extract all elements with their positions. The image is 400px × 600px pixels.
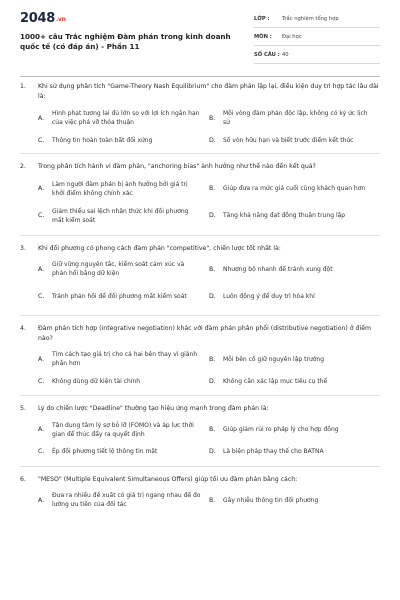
option-text: Giúp đưa ra mức giá cuối cùng khách quan hơn <box>223 185 366 193</box>
option-letter: A. <box>38 355 45 363</box>
option-letter: B. <box>209 265 216 273</box>
option-letter: B. <box>209 355 216 363</box>
meta-value: Trắc nghiệm tổng hợp <box>282 15 339 22</box>
meta-value: Đại học <box>282 33 302 40</box>
option-text: Gây nhiễu thông tin đối phương <box>223 496 319 504</box>
question-number: 4. <box>20 325 26 332</box>
option-text: Tăng khả năng đạt đồng thuận trung lập <box>223 212 346 220</box>
question-list <box>20 80 380 514</box>
option-text: Nhượng bộ nhanh để tránh xung đột <box>223 265 333 273</box>
meta-label: LỚP : <box>254 15 270 22</box>
option-a[interactable] <box>38 257 209 283</box>
option-text: Là biện pháp thay thế cho BATNA <box>223 448 324 456</box>
question-number: 6. <box>20 475 26 483</box>
option-d[interactable] <box>209 283 380 311</box>
option-a[interactable] <box>38 177 209 203</box>
option-letter: A. <box>38 114 45 122</box>
option-letter: B. <box>209 496 216 504</box>
option-list <box>38 106 380 150</box>
option-text: Tránh phản hồi để đối phương mất kiểm soát <box>52 292 187 300</box>
option-list <box>38 177 380 231</box>
brand-logo[interactable] <box>20 11 66 26</box>
option-letter: D. <box>209 448 216 456</box>
option-a[interactable] <box>38 488 209 514</box>
option-letter: B. <box>209 185 216 193</box>
option-a[interactable] <box>38 418 209 444</box>
option-letter: D. <box>209 136 216 144</box>
meta-row-subject <box>254 28 380 46</box>
option-letter: A. <box>38 426 45 434</box>
question-number: 5. <box>20 405 26 412</box>
question-text: Khi sử dụng phân tích "Game-Theory Nash Equilibrium" cho đàm phán lặp lại, điều kiện duy trì hợp tác lâu dài là: <box>38 83 379 100</box>
option-d[interactable] <box>209 373 380 391</box>
option-text: Giữ vững nguyên tắc, kiểm soát cảm xúc và phản hồi bằng dữ kiện <box>52 261 185 277</box>
question-number: 2. <box>20 163 26 170</box>
question-text: Lý do chiến lược "Deadline" thường tạo hiệu ứng mạnh trong đàm phán là: <box>38 405 269 412</box>
brand-name: 2048 <box>20 11 55 26</box>
option-text: Mỗi vòng đàm phán độc lập, không có ký ức lịch sử <box>223 110 368 126</box>
option-c[interactable] <box>38 283 209 311</box>
option-a[interactable] <box>38 347 209 373</box>
question-4 <box>20 316 380 396</box>
question-text: Khi đối phương có phong cách đàm phán "competitive", chiến lược tốt nhất là: <box>38 244 281 252</box>
option-text: Luôn đồng ý để duy trì hòa khí <box>223 292 315 300</box>
question-text: Đàm phán tích hợp (integrative negotiation) khác với đàm phán phân phối (distributive negotiation) ở điểm nào? <box>38 325 372 342</box>
option-list <box>38 257 380 311</box>
option-text: Tận dụng tâm lý sợ bỏ lỡ (FOMO) và áp lực thời gian để thúc đẩy ra quyết định <box>52 421 194 438</box>
option-text: Hình phạt tương lai đủ lớn so với lợi ích ngắn hạn của việc phá vỡ thỏa thuận <box>52 110 200 126</box>
option-letter: D. <box>209 377 216 385</box>
option-letter: C. <box>38 448 45 456</box>
option-c[interactable] <box>38 132 209 150</box>
question-5 <box>20 396 380 467</box>
option-c[interactable] <box>38 203 209 231</box>
question-6 <box>20 467 380 515</box>
option-text: Giúp giảm rủi ro pháp lý cho hợp đồng <box>223 426 339 434</box>
question-text: Trong phân tích hành vi đàm phán, "anchoring bias" ảnh hưởng như thế nào đến kết quả? <box>38 163 316 170</box>
option-a[interactable] <box>38 106 209 132</box>
option-text: Thông tin hoàn toàn bất đối xứng <box>52 136 153 144</box>
option-b[interactable] <box>209 106 380 132</box>
option-b[interactable] <box>209 347 380 373</box>
question-number: 1. <box>20 83 26 90</box>
option-letter: C. <box>38 292 45 300</box>
option-letter: C. <box>38 136 45 144</box>
question-number: 3. <box>20 244 26 252</box>
option-d[interactable] <box>209 132 380 150</box>
question-3 <box>20 236 380 317</box>
option-letter: D. <box>209 292 216 300</box>
option-letter: B. <box>209 114 216 122</box>
option-d[interactable] <box>209 444 380 462</box>
option-text: Số vòn hữu hạn và biết trước điểm kết thúc <box>223 136 354 144</box>
option-letter: D. <box>209 212 216 220</box>
option-letter: B. <box>209 426 216 434</box>
option-letter: C. <box>38 212 45 220</box>
option-text: Không cần xác lập mục tiêu cụ thể <box>223 377 328 385</box>
option-b[interactable] <box>209 488 380 514</box>
option-letter: A. <box>38 265 45 273</box>
meta-value: 40 <box>282 51 289 58</box>
option-text: Tìm cách tạo giá trị cho cả hai bên thay vì giành phần hơn <box>52 351 198 367</box>
document-title: 1000+ câu Trắc nghiệm Đàm phán trong kinh doanh quốc tế (có đáp án) - Phần 11 <box>20 32 231 51</box>
option-list <box>38 347 380 391</box>
meta-row-class <box>254 10 380 28</box>
document-header <box>20 10 380 70</box>
question-2 <box>20 154 380 236</box>
option-list <box>38 488 380 514</box>
option-b[interactable] <box>209 257 380 283</box>
document-meta <box>254 10 380 64</box>
meta-row-count <box>254 46 380 64</box>
meta-label: SỐ CÂU : <box>254 51 280 58</box>
option-d[interactable] <box>209 203 380 231</box>
option-c[interactable] <box>38 373 209 391</box>
option-text: Làm người đàm phán bị ảnh hưởng bởi giá trị khởi điểm không chính xác <box>52 180 188 197</box>
option-b[interactable] <box>209 418 380 444</box>
header-divider <box>20 76 380 77</box>
option-list <box>38 418 380 462</box>
option-letter: C. <box>38 377 45 385</box>
meta-label: MÔN : <box>254 33 272 40</box>
option-text: Đưa ra nhiều đề xuất có giá trị ngang nhau để đo lường ưu tiên của đối tác <box>52 492 201 508</box>
question-text: "MESO" (Multiple Equivalent Simultaneous Offers) giúp tối ưu đàm phán bằng cách: <box>38 475 298 483</box>
option-letter: A. <box>38 496 45 504</box>
question-1 <box>20 80 380 154</box>
option-text: Mỗi bên cố giữ nguyên lập trường <box>223 355 325 363</box>
brand-suffix: .vn <box>55 16 66 23</box>
option-letter: A. <box>38 185 45 193</box>
option-b[interactable] <box>209 177 380 203</box>
option-text: Ép đối phương tiết lộ thông tin mật <box>52 448 158 456</box>
option-text: Không dùng dữ kiện tài chính <box>52 377 141 385</box>
option-text: Giảm thiểu sai lệch nhận thức khi đối phương mất kiểm soát <box>52 207 189 224</box>
option-c[interactable] <box>38 444 209 462</box>
